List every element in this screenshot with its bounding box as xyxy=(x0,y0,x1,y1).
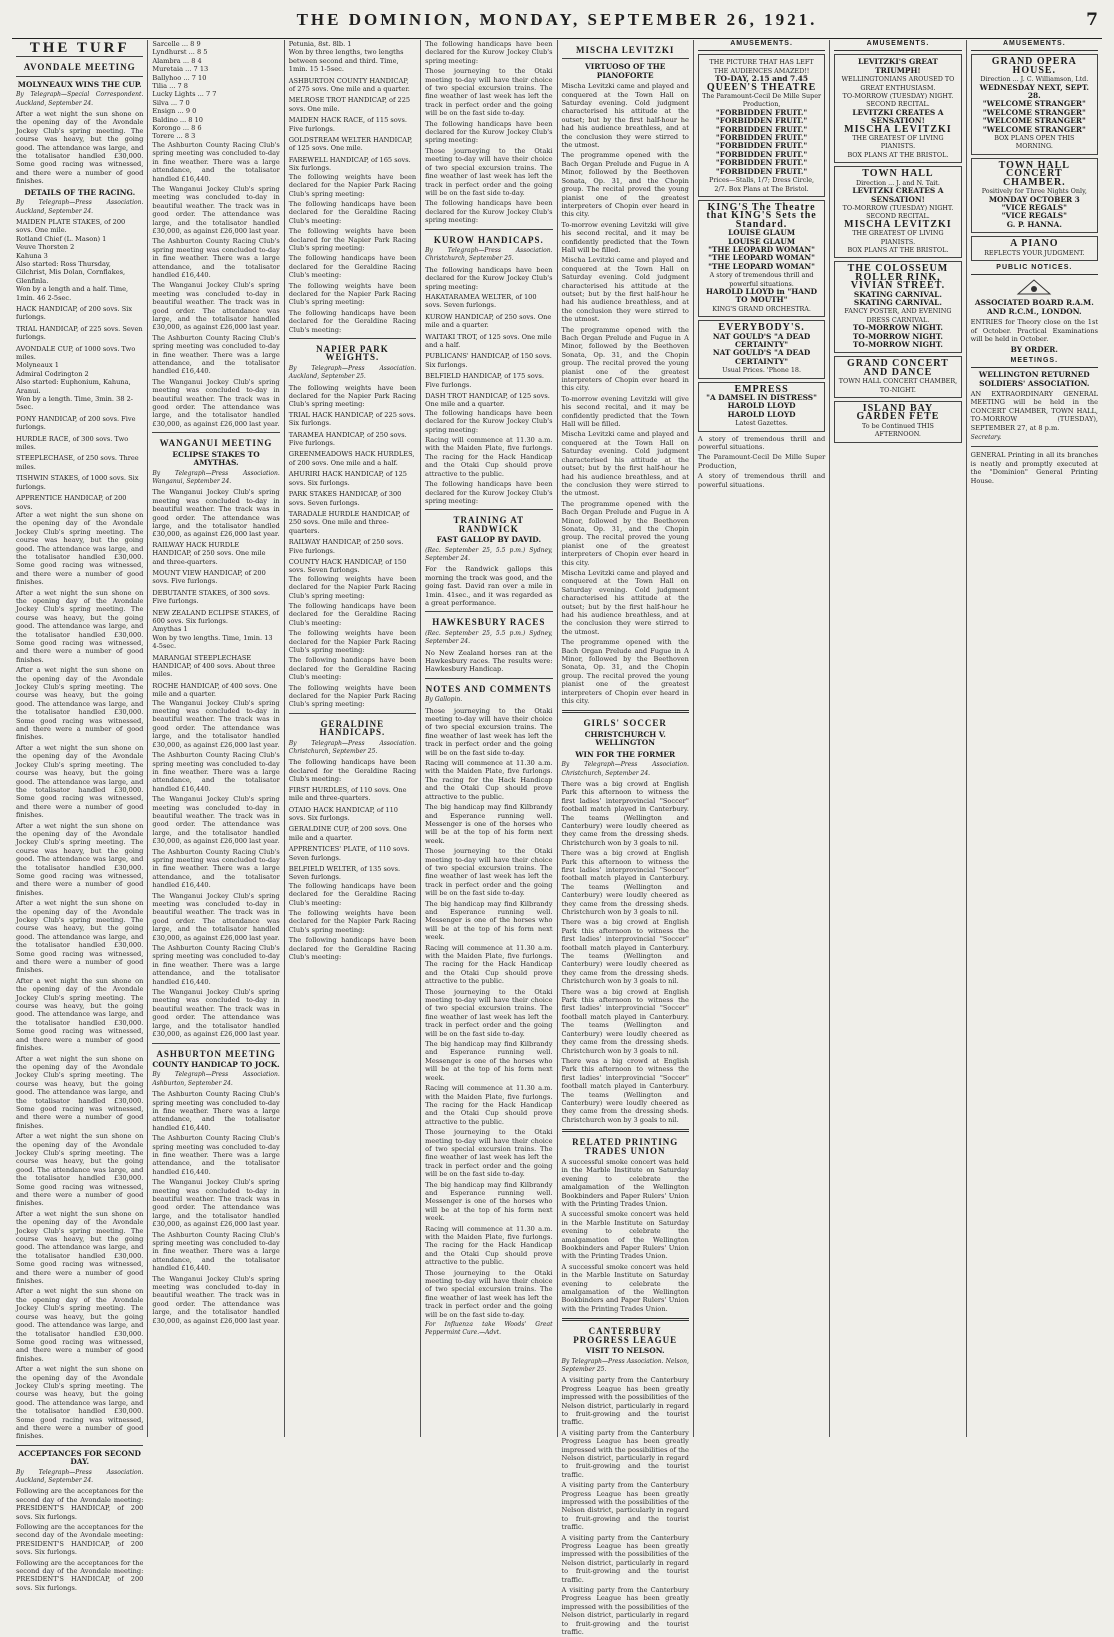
venue-name: THE COLOSSEUM ROLLER RINK, VIVIAN STREET. xyxy=(847,263,949,292)
result-line: TISHWIN STAKES, of 1000 sovs. Six furlongs. xyxy=(16,474,139,491)
newspaper-title: THE DOMINION, MONDAY, SEPTEMBER 26, 1921. xyxy=(296,10,818,29)
amusements-heading: AMUSEMENTS. xyxy=(698,40,825,51)
weight-line: Ensign ... 9 0 xyxy=(152,107,197,116)
article-body: A successful smoke concert was held in the Marble Institute on Saturday evening to celebrate the amalgamation of the Wellington Bookbinders and Paper Rulers' Union with the Printing Trades Union. xyxy=(561,1210,689,1261)
subhead-nelson: VISIT TO NELSON. xyxy=(585,1346,665,1356)
article-body: Following are the acceptances for the second day of the Avondale meeting: PRESIDENT'S HANDICAP, of 200 sovs. Six furlongs. xyxy=(16,1558,144,1592)
article-body: The following handicaps have been declared for the Geraldine Racing Club's meeting: xyxy=(288,656,417,682)
subhead-acceptances: ACCEPTANCES FOR SECOND DAY. xyxy=(18,1448,141,1467)
article-body: Those journeying to the Otaki meeting to-day will have their choice of two special excursion trains. The fine weather of last week has left the track in perfect order and the going will be on the fast side to-day. xyxy=(425,1268,553,1319)
weight-line: Silva ... 7 0 xyxy=(152,98,190,107)
article-body: There was a big crowd at English Park this afternoon to witness the first ladies' interprovincial "Soccer" football match played in Canterbury. The teams (Wellington and Canterbury) were loudly cheered as they came from the dressing sheds. Christchurch won by 3 goals to nil. xyxy=(561,849,689,916)
article-body: The following weights have been declared for the Napier Park Racing Club's spring meeting: xyxy=(288,574,417,600)
headline-geraldine: GERALDINE HANDICAPS. xyxy=(319,718,386,738)
article-body: The Wanganui Jockey Club's spring meeting was concluded to-day in beautiful weather. The track was in good order. The attendance was large, and the totalisator handled £30,000, as against £26,000 last year. xyxy=(152,1178,280,1229)
play-title: "WELCOME STRANGER" xyxy=(982,116,1086,126)
article-body: There was a big crowd at English Park this afternoon to witness the first ladies' interprovincial "Soccer" football match played in Canterbury. The teams (Wellington and Canterbury) were loudly cheered as they came from the dressing sheds. Christchurch won by 3 goals to nil. xyxy=(561,1056,689,1124)
article-body: To-morrow evening Levitzki will give his second recital, and it may be confidently predicted that the Town Hall will be filled. xyxy=(561,394,689,429)
result-line: Amythas 1 xyxy=(152,625,188,634)
article-body: A successful smoke concert was held in the Marble Institute on Saturday evening to celebrate the amalgamation of the Wellington Bookbinders and Paper Rulers' Union with the Printing Trades Union. xyxy=(561,1262,689,1313)
article-body: The following weights have been declared for the Napier Park Racing Club's spring meeting: xyxy=(288,227,417,252)
article-body: Those journeying to the Otaki meeting to-day will have their choice of two special excursion trains. The fine weather of last week has left the track in perfect order and the going will be on the fast side to-day. xyxy=(425,847,553,898)
article-body: The following handicaps have been declared for the Geraldine Racing Club's meeting: xyxy=(288,601,417,627)
weight-line: Korongo ... 8 6 xyxy=(152,124,202,133)
article-body: After a wet night the sun shone on the opening day of the Avondale Jockey Club's spring meeting. The course was heavy, but the going good. The attendance was large, and the totalisator handled £30,000. Some good racing was witnessed, and there were a number of good finishes. xyxy=(16,976,144,1053)
crest-icon xyxy=(1014,278,1054,296)
weight-line: Baldino ... 8 10 xyxy=(152,115,203,124)
play-title: "WELCOME STRANGER" xyxy=(982,99,1086,109)
byline: By Telegraph—Press Association. Ashburton, September 24. xyxy=(152,1071,280,1087)
result-line: BELFIELD HANDICAP, of 175 sovs. Five furlongs. xyxy=(425,372,544,389)
article-body: The Ashburton County Racing Club's spring meeting was concluded to-day in fine weather. There was a large attendance, and the totalisator handled £16,440. xyxy=(152,1090,280,1132)
headline-avondale: AVONDALE MEETING xyxy=(23,62,136,73)
article-body: No New Zealand horses ran at the Hawkesbury races. The results were: Hawkesbury Handicap. xyxy=(425,648,553,674)
advert-grand-concert: GRAND CONCERT AND DANCE TOWN HALL CONCERT CHAMBER, TO-NIGHT. xyxy=(834,356,961,398)
subhead-racing-details: DETAILS OF THE RACING. xyxy=(24,187,136,197)
article-body: The following handicaps have been declared for the Geraldine Racing Club's meeting: xyxy=(288,199,417,225)
film-title: "FORBIDDEN FRUIT." xyxy=(715,158,808,168)
article-body: After a wet night the sun shone on the opening day of the Avondale Jockey Club's spring meeting. The course was heavy, but the going good. The attendance was large, and the totalisator handled £30,000. Some good racing was witnessed, and there were a number of good finishes. xyxy=(16,666,144,742)
article-body: The following handicaps have been declared for the Kurow Jockey Club's spring meeting: xyxy=(425,408,553,434)
article-body: The programme opened with the Bach Organ Prelude and Fugue in A Minor, followed by the Beethoven Sonata, Op. 31, and the Chopin group. The recital proved the young pianist one of the greatest interpreters of Chopin ever heard in this city. xyxy=(561,499,689,567)
article-body: The following handicaps have been declared for the Kurow Jockey Club's spring meeting: xyxy=(425,40,553,65)
article-body: The following weights have been declared for the Napier Park Racing Club's spring meeting: xyxy=(288,908,417,934)
weight-line: Torere ... 8 3 xyxy=(152,132,196,141)
article-body: Racing will commence at 11.30 a.m. with the Maiden Plate, five furlongs. The racing for the Hack Handicap and the Otaki Cup should prove attractive to the public. xyxy=(425,1084,553,1126)
byline: (Rec. September 25, 5.5 p.m.) Sydney, September 24. xyxy=(425,629,553,646)
article-body: The following handicaps have been declared for the Geraldine Racing Club's meeting: xyxy=(288,881,417,907)
article-body: After a wet night the sun shone on the opening day of the Avondale Jockey Club's spring meeting. The course was heavy, but the going good. The attendance was large, and the totalisator handled £30,000. Some good racing was witnessed, and there were a number of good finishes. xyxy=(16,588,144,664)
article-body: The Ashburton County Racing Club's spring meeting was concluded to-day in fine weather. There was a large attendance, and the totalisator handled £16,440. xyxy=(152,751,280,793)
result-line: KUROW HANDICAP, of 250 sovs. One mile and a quarter. xyxy=(425,312,552,330)
article-body: The Wanganui Jockey Club's spring meeting was concluded to-day in beautiful weather. The track was in good order. The attendance was large, and the totalisator handled £30,000, as against £26,000 last year. xyxy=(152,488,280,539)
result-line: Won by two lengths. Time, 1min. 13 4-5sec. xyxy=(152,633,273,651)
show-title: "VICE REGALS" xyxy=(1001,202,1067,212)
advert-grand-opera-house: GRAND OPERA HOUSE. Direction ... J. C. Williamson, Ltd. WEDNESDAY NEXT, SEPT. 28. "WELCOME STRANGER" "WELCOME STRANGER" "WELCOME STRANGER" "WELCOME STRANGER" BOX PLANS OPEN THIS MORNING. xyxy=(971,54,1098,154)
section-title-turf: THE TURF xyxy=(29,40,130,56)
byline: By Telegraph—Press Association. Nelson, September 25. xyxy=(561,1357,689,1373)
result-line: AHURIRI HACK HANDICAP, of 125 sovs. Six furlongs. xyxy=(288,470,407,487)
article-body: The Wanganui Jockey Club's spring meeting was concluded to-day in beautiful weather. The track was in good order. The attendance was large, and the totalisator handled £30,000, as against £26,000 last year. xyxy=(152,184,280,235)
byline: By Telegraph—Special Correspondent. Auckland, September 24. xyxy=(16,91,144,107)
film-title: "FORBIDDEN FRUIT." xyxy=(715,124,808,134)
article-body: The Wanganui Jockey Club's spring meeting was concluded to-day in beautiful weather. The track was in good order. The attendance was large, and the totalisator handled £30,000, as against £26,000 last year. xyxy=(152,891,280,942)
notice-body: GENERAL Printing in all its branches is neatly and promptly executed at the "Dominion" General Printing House. xyxy=(970,451,1098,485)
advert-footer: For Influenza take Woods' Great Peppermint Cure.—Advt. xyxy=(425,1321,553,1337)
venue-name: GRAND CONCERT AND DANCE xyxy=(847,358,949,378)
play-title: "WELCOME STRANGER" xyxy=(982,107,1086,117)
article-body: After a wet night the sun shone on the opening day of the Avondale Jockey Club's spring meeting. The course was heavy, but the going good. The attendance was large, and the totalisator handled £30,000. Some good racing was witnessed, and there were a number of good finishes. xyxy=(16,821,144,897)
result-line: MAIDEN PLATE STAKES, of 200 sovs. One mile. xyxy=(16,217,126,235)
advert-island-bay: ISLAND BAY GARDEN FETE To be Continued THIS AFTERNOON. xyxy=(834,401,961,443)
byline: By Telegraph—Press Association. Christchurch, September 25. xyxy=(425,246,553,263)
article-body: The Ashburton County Racing Club's spring meeting was concluded to-day in fine weather. There was a large attendance, and the totalisator handled £16,440. xyxy=(152,1134,280,1176)
weight-line: Lyndhurst ... 8 5 xyxy=(152,48,208,57)
article-body: The following weights have been declared for the Napier Park Racing Club's spring meeting: xyxy=(288,281,417,307)
venue-name: GRAND OPERA HOUSE. xyxy=(991,56,1077,76)
headline-kurow: KUROW HANDICAPS. xyxy=(433,234,544,245)
divider xyxy=(16,76,143,77)
article-body: After a wet night the sun shone on the opening day of the Avondale Jockey Club's spring meeting. The course was heavy, but the going good. The attendance was large, and the totalisator handled £30,000. Some good racing was witnessed, and there were a number of good finishes. xyxy=(16,1365,144,1441)
result-line: STEEPLECHASE, of 250 sovs. Three miles. xyxy=(16,454,139,471)
headline-printing-trades: RELATED PRINTING TRADES UNION xyxy=(572,1137,679,1156)
result-line: ASHBURTON COUNTY HANDICAP, of 275 sovs. One mile and a quarter. xyxy=(288,76,410,94)
film-title: "FORBIDDEN FRUIT." xyxy=(715,166,808,176)
weight-line: Sarcelle ... 8 9 xyxy=(152,40,201,48)
article-body: The Wanganui Jockey Club's spring meeting was concluded to-day in beautiful weather. The track was in good order. The attendance was large, and the totalisator handled £30,000, as against £26,000 last year. xyxy=(152,281,280,332)
byline: By Gallopin. xyxy=(425,696,463,704)
article-body: Those journeying to the Otaki meeting to-day will have their choice of two special excursion trains. The fine weather of last week has left the track in perfect order and the going will be on the fast side to-day. xyxy=(425,1128,553,1179)
result-line: OTAIO HACK HANDICAP, of 110 sovs. Six furlongs. xyxy=(288,805,399,822)
film-title: "FORBIDDEN FRUIT." xyxy=(715,107,808,117)
result-line: Admiral Codrington 2 xyxy=(16,369,89,378)
article-body: The Wanganui Jockey Club's spring meeting was concluded to-day in beautiful weather. The track was in good order. The attendance was large, and the totalisator handled £30,000, as against £26,000 last year. xyxy=(152,988,280,1039)
article-body: To-morrow evening Levitzki will give his second recital, and it may be confidently predicted that the Town Hall will be filled. xyxy=(561,220,689,254)
race-results xyxy=(152,541,279,699)
headline-hawkesbury: HAWKESBURY RACES xyxy=(432,617,546,628)
result-line: Won by three lengths, two lengths between second and third. Time, 1min. 15 1-5sec. xyxy=(288,48,404,74)
article-body: A story of tremendous thrill and powerful situations. xyxy=(697,434,826,452)
headline-ashburton: ASHBURTON MEETING xyxy=(156,1048,276,1059)
headline-wanganui: WANGANUI MEETING xyxy=(159,438,273,449)
article-body: The Wanganui Jockey Club's spring meeting was concluded to-day in beautiful weather. The track was in good order. The attendance was large, and the totalisator handled £30,000, as against £26,000 last year. xyxy=(152,1274,280,1325)
byline: By Telegraph—Press Association. Auckland, September 25. xyxy=(288,364,417,381)
show-title: "VICE REGALS" xyxy=(1001,211,1067,221)
notice-body: AN EXTRAORDINARY GENERAL MEETING will be held in the CONCERT CHAMBER, TOWN HALL, TO-MORROW (TUESDAY), SEPTEMBER 27, at 8 p.m. xyxy=(970,390,1098,432)
article-body: Following are the acceptances for the second day of the Avondale meeting: PRESIDENT'S HANDICAP, of 200 sovs. Six furlongs. xyxy=(16,1487,144,1521)
article-body: The programme opened with the Bach Organ Prelude and Fugue in A Minor, followed by the Beethoven Sonata, Op. 31, and the Chopin group. The recital proved the young pianist one of the greatest interpreters of Chopin ever heard in this city. xyxy=(561,151,689,219)
result-line: MARANGAI STEEPLECHASE HANDICAP, of 400 sovs. About three miles. xyxy=(152,653,276,679)
result-line: HAKATARAMEA WELTER, of 100 sovs. Seven furlongs. xyxy=(425,292,537,310)
result-line: PARK STAKES HANDICAP, of 300 sovs. Seven furlongs. xyxy=(288,490,402,507)
meetings-heading: MEETINGS. xyxy=(971,357,1098,368)
article-body: After a wet night the sun shone on the opening day of the Avondale Jockey Club's spring meeting. The course was heavy, but the going good. The attendance was large, and the totalisator handled £30,000. Some good racing was witnessed, and there were a number of good finishes. xyxy=(16,1054,144,1130)
weights-list xyxy=(152,40,279,141)
article-body: The following handicaps have been declared for the Kurow Jockey Club's spring meeting: xyxy=(425,199,553,225)
film-title: "THE LEOPARD WOMAN" xyxy=(708,261,816,271)
article-body: The following handicaps have been declared for the Kurow Jockey Club's spring meeting: xyxy=(425,480,553,505)
result-line: Rotland Chief (L. Mason) 1 xyxy=(16,234,107,243)
article-body: After a wet night the sun shone on the opening day of the Avondale Jockey Club's spring meeting. The course was heavy, but the going good. The attendance was large, and the totalisator handled £30,000. Some good racing was witnessed, and there were a number of good finishes. xyxy=(16,1287,144,1363)
article-body: A visiting party from the Canterbury Progress League has been greatly impressed with the possibilities of the Nelson district, particularly in regard to fruit-growing and the tourist traffic. xyxy=(561,1428,689,1479)
article-body: The Wanganui Jockey Club's spring meeting was concluded to-day in beautiful weather. The track was in good order. The attendance was large, and the totalisator handled £30,000, as against £26,000 last year. xyxy=(152,377,280,428)
result-line: APPRENTICES' PLATE, of 110 sovs. Seven furlongs. xyxy=(288,845,410,862)
result-line: Won by a length and a half. Time, 1min. 46 2-5sec. xyxy=(16,285,129,302)
notice-signature: Secretary. xyxy=(970,434,1002,442)
article-body: Those journeying to the Otaki meeting to-day will have their choice of two special excursion trains. The fine weather of last week has left the track in perfect order and the going will be on the fast side to-day. xyxy=(425,987,553,1038)
article-body: The Ashburton County Racing Club's spring meeting was concluded to-day in fine weather. There was a large attendance, and the totalisator handled £16,440. xyxy=(152,333,280,376)
article-body: The programme opened with the Bach Organ Prelude and Fugue in A Minor, followed by the Beethoven Sonata, Op. 31, and the Chopin group. The recital proved the young pianist one of the greatest interpreters of Chopin ever heard in this city. xyxy=(561,325,689,393)
article-body: The Ashburton County Racing Club's spring meeting was concluded to-day in fine weather. There was a large attendance, and the totalisator handled £16,440. xyxy=(152,140,280,183)
column-5 xyxy=(558,40,694,1637)
venue-name: ISLAND BAY GARDEN FETE xyxy=(856,403,940,423)
article-body: The following handicaps have been declared for the Geraldine Racing Club's meeting: xyxy=(288,936,417,961)
article-body: The big handicap may find Kilbrandy and Esperance running well. Messenger is one of the horses who will be at the top of his form next week. xyxy=(425,1180,553,1223)
article-body: The Ashburton County Racing Club's spring meeting was concluded to-day in fine weather. There was a large attendance, and the totalisator handled £16,440. xyxy=(152,237,280,279)
weight-line: Tilia ... 7 8 xyxy=(152,82,188,91)
venue-name: QUEEN'S THEATRE xyxy=(706,81,817,93)
result-line: COUNTY HACK HANDICAP, of 150 sovs. Seven furlongs. xyxy=(288,557,407,575)
subhead-eclipse: ECLIPSE STAKES TO AMYTHAS. xyxy=(172,449,260,468)
result-line: Also started: Euphonium, Kahuna, Aranui. xyxy=(16,378,131,395)
article-body: After a wet night the sun shone on the opening day of the Avondale Jockey Club's spring meeting. The course was heavy, but the going good. The attendance was large, and the totalisator handled £30,000. Some good racing was witnessed, and there were a number of good finishes. xyxy=(16,110,144,186)
film-title: NAT GOULD'S "A DEAD CERTAINTY" xyxy=(712,331,811,349)
result-line: HURDLE RACE, of 300 sovs. Two miles. xyxy=(16,434,129,452)
film-title: "THE LEOPARD WOMAN" xyxy=(708,244,816,254)
column-1 xyxy=(12,40,148,1592)
venue-name: EMPRESS xyxy=(734,383,789,395)
column-7 xyxy=(830,40,966,1437)
article-body: For the Randwick gallops this morning the track was good, and the going fast. David ran over a mile in 1min. 41sec., and it was regarded as a great performance. xyxy=(425,565,553,607)
article-body: Racing will commence at 11.30 a.m. with the Maiden Plate, five furlongs. The racing for the Hack Handicap and the Otaki Cup should prove attractive to the public. xyxy=(425,759,553,801)
result-line: TRIAL HANDICAP, of 225 sovs. Seven furlongs. xyxy=(16,324,143,342)
article-body: After a wet night the sun shone on the opening day of the Avondale Jockey Club's spring meeting. The course was heavy, but the going good. The attendance was large, and the totalisator handled £30,000. Some good racing was witnessed, and there were a number of good finishes. xyxy=(16,510,144,587)
subhead-christchurch: CHRISTCHURCH V. WELLINGTON xyxy=(584,729,666,748)
result-line: RAILWAY HANDICAP, of 250 sovs. Five furlongs. xyxy=(288,538,404,555)
byline: By Telegraph—Press Association. Auckland, September 24. xyxy=(16,1468,144,1484)
article-body: There was a big crowd at English Park this afternoon to witness the first ladies' interprovincial "Soccer" football match played in Canterbury. The teams (Wellington and Canterbury) were loudly cheered as they came from the dressing sheds. Christchurch won by 3 goals to nil. xyxy=(561,779,689,847)
article-body: Racing will commence at 11.30 a.m. with the Maiden Plate, five furlongs. The racing for the Hack Handicap and the Otaki Cup should prove attractive to the public. xyxy=(425,1224,553,1267)
article-body: The following weights have been declared for the Napier Park Racing Club's spring meeting: xyxy=(288,683,417,709)
result-line: MELROSE TROT HANDICAP, of 225 sovs. One mile. xyxy=(288,96,411,113)
result-line: Won by a length. Time, 3min. 38 2-5sec. xyxy=(16,395,134,412)
article-body: A visiting party from the Canterbury Progress League has been greatly impressed with the possibilities of the Nelson district, particularly in regard to fruit-growing and the tourist traffic. xyxy=(561,1533,689,1584)
result-line: HACK HANDICAP, of 200 sovs. Six furlongs. xyxy=(16,304,133,322)
result-line: Veuve Thorsten 2 xyxy=(16,243,75,252)
advert-town-hall: TOWN HALL Direction ... J. and N. Tait. LEVITZKI CREATES A SENSATION! TO-MORROW (TUESDAY) NIGHT. SECOND RECITAL. MISCHA LEVITZKI THE GREATEST OF LIVING PIANISTS. BOX PLANS AT THE BRISTOL. xyxy=(834,166,961,258)
subhead-win: WIN FOR THE FORMER xyxy=(575,749,676,759)
article-body: After a wet night the sun shone on the opening day of the Avondale Jockey Club's spring meeting. The course was heavy, but the going good. The attendance was large, and the totalisator handled £30,000. Some good racing was witnessed, and there were a number of good finishes. xyxy=(16,899,144,975)
article-body: The Wanganui Jockey Club's spring meeting was concluded to-day in beautiful weather. The track was in good order. The attendance was large, and the totalisator handled £30,000, as against £26,000 last year. xyxy=(152,795,280,846)
race-results xyxy=(16,218,143,511)
article-body: A story of tremendous thrill and powerful situations. xyxy=(697,472,826,489)
film-title: "A DAMSEL IN DISTRESS" xyxy=(706,393,817,403)
byline: By Telegraph—Press Association. Wanganui, September 24. xyxy=(152,469,280,485)
advert-everybodys: EVERYBODY'S. NAT GOULD'S "A DEAD CERTAINTY" NAT GOULD'S "A DEAD CERTAINTY" Usual Prices. 'Phone 18. xyxy=(698,320,825,378)
columns xyxy=(12,40,1102,1637)
article-body: Following are the acceptances for the second day of the Avondale meeting: PRESIDENT'S HANDICAP, of 200 sovs. Six furlongs. xyxy=(16,1523,144,1557)
result-line: APPRENTICE HANDICAP, of 200 sovs. xyxy=(16,494,127,511)
article-body: Those journeying to the Otaki meeting to-day will have their choice of two special excursion trains. The fine weather of last week has left the track in perfect order and the going will be on the fast side to-day. xyxy=(425,706,553,757)
article-body: The following handicaps have been declared for the Kurow Jockey Club's spring meeting: xyxy=(425,119,553,145)
film-title: "FORBIDDEN FRUIT." xyxy=(715,141,808,151)
play-title: "WELCOME STRANGER" xyxy=(982,124,1086,134)
notice-title: WELLINGTON RETURNED SOLDIERS' ASSOCIATION. xyxy=(978,370,1090,388)
film-title: "FORBIDDEN FRUIT." xyxy=(715,149,808,159)
article-body: The following weights have been declared for the Napier Park Racing Club's spring meeting: xyxy=(288,172,417,198)
weights-list xyxy=(289,411,416,575)
article-body: The following handicaps have been declared for the Geraldine Racing Club's meeting: xyxy=(288,308,417,334)
result-line: FAREWELL HANDICAP, of 165 sovs. Six furlongs. xyxy=(288,155,411,173)
column-3 xyxy=(285,40,421,1437)
result-line: MOUNT VIEW HANDICAP, of 200 sovs. Five furlongs. xyxy=(152,568,266,586)
article-body: Mischa Levitzki came and played and conquered at the Town Hall on Saturday evening. Cold judgment characterised his attitude at the outset; but by the first half-hour he had his audience breathless, and at the conclusion they were stirred to the utmost. xyxy=(561,430,689,498)
amusements-heading: AMUSEMENTS. xyxy=(971,40,1098,51)
result-line: RAILWAY HACK HURDLE HANDICAP, of 250 sovs. One mile and three-quarters. xyxy=(152,540,266,566)
advert-queens-theatre: THE PICTURE THAT HAS LEFT THE AUDIENCES AMAZED!! TO-DAY, 2.15 and 7.45 QUEEN'S THEATRE The Paramount-Cecil De Mille Super Production, "FORBIDDEN FRUIT." "FORBIDDEN FRUIT." "FORBIDDEN FRUIT." "FORBIDDEN FRUIT." "FORBIDDEN FRUIT." "FORBIDDEN FRUIT." "FORBIDDEN FRUIT." "FORBIDDEN FRUIT." Prices—Stalls, 1/7; Dress Circle, 2/7. Box Plans at The Bristol. xyxy=(698,54,825,197)
column-4 xyxy=(421,40,557,1437)
article-body: Mischa Levitzki came and played and conquered at the Town Hall on Saturday evening. Cold judgment characterised his attitude at the outset; but by the first half-hour he had his audience breathless, and at the conclusion they were stirred to the utmost. xyxy=(561,568,689,636)
divider xyxy=(16,56,143,57)
notice-title: ASSOCIATED BOARD R.A.M. AND R.C.M., LONDON. xyxy=(974,298,1094,316)
advert-concert-chamber: TOWN HALL CONCERT CHAMBER. Positively for Three Nights Only, MONDAY OCTOBER 3 "VICE REGALS" "VICE REGALS" G. P. HANNA. xyxy=(971,158,1098,233)
article-body: Mischa Levitzki came and played and conquered at the Town Hall on Saturday evening. Cold judgment characterised his attitude at the outset; but by the first half-hour he had his audience breathless, and at the conclusion they were stirred to the utmost. xyxy=(561,256,689,324)
weights-list xyxy=(289,786,416,882)
column-6 xyxy=(694,40,830,1437)
article-body: After a wet night the sun shone on the opening day of the Avondale Jockey Club's spring meeting. The course was heavy, but the going good. The attendance was large, and the totalisator handled £30,000. Some good racing was witnessed, and there were a number of good finishes. xyxy=(16,1209,144,1286)
result-line: MAIDEN HACK RACE, of 115 sovs. Five furlongs. xyxy=(288,116,407,133)
byline: By Telegraph—Press Association. Christchurch, September 24. xyxy=(561,761,689,777)
article-body: A successful smoke concert was held in the Marble Institute on Saturday evening to celebrate the amalgamation of the Wellington Bookbinders and Paper Rulers' Union with the Printing Trades Union. xyxy=(561,1157,689,1208)
article-body: The Wanganui Jockey Club's spring meeting was concluded to-day in beautiful weather. The track was in good order. The attendance was large, and the totalisator handled £30,000, as against £26,000 last year. xyxy=(152,698,280,749)
headline-notes: NOTES AND COMMENTS xyxy=(425,683,552,694)
film-title: NAT GOULD'S "A DEAD CERTAINTY" xyxy=(712,348,811,366)
headline-randwick: TRAINING AT RANDWICK xyxy=(453,515,525,534)
result-line: GREENMEADOWS HACK HURDLES, of 200 sovs. One mile and a half. xyxy=(288,450,415,467)
advert-colosseum: THE COLOSSEUM ROLLER RINK, VIVIAN STREET. SKATING CARNIVAL. SKATING CARNIVAL. FANCY POSTER, AND EVENING DRESS CARNIVAL. TO-MORROW NIGHT. TO-MORROW NIGHT. TO-MORROW NIGHT. xyxy=(834,261,961,353)
result-line: TRIAL HACK HANDICAP, of 225 sovs. Six furlongs. xyxy=(288,410,416,428)
byline: By Telegraph—Press Association. Auckland, September 24. xyxy=(16,199,144,215)
article-body: The big handicap may find Kilbrandy and Esperance running well. Messenger is one of the horses who will be at the top of his form next week. xyxy=(425,899,553,942)
film-title: "FORBIDDEN FRUIT." xyxy=(715,116,808,126)
headline-levitzki: MISCHA LEVITZKI xyxy=(576,45,675,55)
advert-kings-theatre: KING'S The Theatre that KING'S Sets the Standard. LOUISE GLAUM LOUISE GLAUM "THE LEOPARD WOMAN" "THE LEOPARD WOMAN" "THE LEOPARD WOMAN" A story of tremendous thrill and powerful situations. HAROLD LLOYD in "HAND TO MOUTH" KING'S GRAND ORCHESTRA. xyxy=(698,200,825,317)
result-line: Also started: Ross Thursday, Gilchrist, Mis Dolan, Cornflakes, Glenfinla. xyxy=(16,259,126,285)
byline: (Rec. September 25, 5.5 p.m.) Sydney, September 24. xyxy=(425,546,553,562)
result-line: GOLDSTREAM WELTER HANDICAP, of 125 sovs. One mile. xyxy=(288,136,413,153)
column-2 xyxy=(148,40,284,1437)
article-body: The following weights have been declared for the Napier Park Racing Club's spring meeting: xyxy=(288,383,417,409)
article-body: There was a big crowd at English Park this afternoon to witness the first ladies' interprovincial "Soccer" football match played in Canterbury. The teams (Wellington and Canterbury) were loudly cheered as they came from the dressing sheds. Christchurch won by 3 goals to nil. xyxy=(561,918,689,986)
column-8 xyxy=(967,40,1102,1437)
article-body: The following handicaps have been declared for the Kurow Jockey Club's spring meeting: xyxy=(425,265,553,291)
result-line: Kahuna 3 xyxy=(16,251,48,260)
article-body: Racing will commence at 11.30 a.m. with the Maiden Plate, five furlongs. The racing for the Hack Handicap and the Otaki Cup should prove attractive to the public. xyxy=(425,436,553,478)
performer-name: MISCHA LEVITZKI xyxy=(844,123,952,135)
film-title: "THE LEOPARD WOMAN" xyxy=(708,253,816,263)
article-body: The Ashburton County Racing Club's spring meeting was concluded to-day in fine weather. There was a large attendance, and the totalisator handled £16,440. xyxy=(152,1230,280,1273)
result-line: BELFIELD WELTER, of 135 sovs. Seven furlongs. xyxy=(288,864,401,882)
article-body: The big handicap may find Kilbrandy and Esperance running well. Messenger is one of the horses who will be at the top of his form next week. xyxy=(425,1040,553,1082)
headline-girls-soccer: GIRLS' SOCCER xyxy=(583,718,667,729)
result-line: Petunia, 8st. 8lb. 1 xyxy=(288,40,352,48)
result-line: ROCHE HANDICAP, of 400 sovs. One mile and a quarter. xyxy=(152,681,278,699)
result-line: GERALDINE CUP, of 200 sovs. One mile and a quarter. xyxy=(288,825,407,842)
result-line: TARADALE HURDLE HANDICAP, of 250 sovs. One mile and three-quarters. xyxy=(288,509,410,535)
article-body: After a wet night the sun shone on the opening day of the Avondale Jockey Club's spring meeting. The course was heavy, but the going good. The attendance was large, and the totalisator handled £30,000. Some good racing was witnessed, and there were a number of good finishes. xyxy=(16,743,144,820)
result-line: Molyneaux 1 xyxy=(16,361,59,370)
weight-line: Alambra ... 8 4 xyxy=(152,56,202,65)
public-notices-heading: PUBLIC NOTICES. xyxy=(971,264,1098,275)
article-body: The Paramount-Cecil De Mille Super Production, xyxy=(697,453,826,470)
article-body: The Ashburton County Racing Club's spring meeting was concluded to-day in fine weather. There was a large attendance, and the totalisator handled £16,440. xyxy=(152,847,280,890)
venue-name: A PIANO xyxy=(1010,238,1059,250)
article-body: The programme opened with the Bach Organ Prelude and Fugue in A Minor, followed by the Beethoven Sonata, Op. 31, and the Chopin group. The recital proved the young pianist one of the greatest interpreters of Chopin ever heard in this city. xyxy=(561,638,689,706)
article-body: The Ashburton County Racing Club's spring meeting was concluded to-day in fine weather. There was a large attendance, and the totalisator handled £16,440. xyxy=(152,944,280,986)
venue-name: EVERYBODY'S. xyxy=(718,322,805,334)
article-body: A visiting party from the Canterbury Progress League has been greatly impressed with the possibilities of the Nelson district, particularly in regard to fruit-growing and the tourist traffic. xyxy=(561,1481,689,1532)
venue-name: TOWN HALL xyxy=(862,168,934,180)
amusements-heading: AMUSEMENTS. xyxy=(834,40,961,51)
advert-levitzki: LEVITZKI'S GREAT TRIUMPH! WELLINGTONIANS AROUSED TO GREAT ENTHUSIASM. TO-MORROW (TUESDAY) NIGHT. SECOND RECITAL. LEVITZKI CREATES A SENSATION! MISCHA LEVITZKI THE GREATEST OF LIVING PIANISTS. BOX PLANS AT THE BRISTOL. xyxy=(834,54,961,163)
article-body: There was a big crowd at English Park this afternoon to witness the first ladies' interprovincial "Soccer" football match played in Canterbury. The teams (Wellington and Canterbury) were loudly cheered as they came from the dressing sheds. Christchurch won by 3 goals to nil. xyxy=(561,987,689,1055)
weight-line: Ballyhoo ... 7 10 xyxy=(152,73,207,82)
result-line: TARAMEA HANDICAP, of 250 sovs. Five furlongs. xyxy=(288,430,407,448)
result-line: WAITAKI TROT, of 125 sovs. One mile and a half. xyxy=(425,332,552,349)
result-line: DEBUTANTE STAKES, of 300 sovs. Five furlongs. xyxy=(152,588,271,606)
result-line: DASH TROT HANDICAP, of 125 sovs. One mile and a quarter. xyxy=(425,392,550,409)
weight-line: Lucky Lights ... 7 7 xyxy=(152,90,217,99)
advert-piano: A PIANO REFLECTS YOUR JUDGMENT. xyxy=(971,236,1098,261)
article-body: Mischa Levitzki came and played and conquered at the Town Hall on Saturday evening. Cold judgment characterised his attitude at the outset; but by the first half-hour he had his audience breathless, and at the conclusion they were stirred to the utmost. xyxy=(561,82,689,150)
article-body: Racing will commence at 11.30 a.m. with the Maiden Plate, five furlongs. The racing for the Hack Handicap and the Otaki Cup should prove attractive to the public. xyxy=(425,943,553,986)
performer-name: MISCHA LEVITZKI xyxy=(844,218,952,230)
subhead-molyneaux: MOLYNEAUX WINS THE CUP. xyxy=(17,79,142,89)
headline-canterbury: CANTERBURY PROGRESS LEAGUE xyxy=(573,1326,678,1345)
article-body: Those journeying to the Otaki meeting to-day will have their choice of two special excursion trains. The fine weather of last week has left the track in perfect order and the going will be on the fast side to-day. xyxy=(425,146,553,197)
weights-list xyxy=(425,293,552,409)
notice-body: ENTRIES for Theory close on the 1st of October. Practical Examinations will be held in October. xyxy=(970,318,1098,343)
result-line: NEW ZEALAND ECLIPSE STAKES, of 600 sovs. Six furlongs. xyxy=(152,608,279,625)
venue-name: KING'S The Theatre that KING'S Sets the Standard. xyxy=(706,201,817,230)
article-body: The following handicaps have been declared for the Geraldine Racing Club's meeting: xyxy=(288,254,417,280)
byline: By Telegraph—Press Association. Christchurch, September 25. xyxy=(288,739,417,756)
result-line: PONY HANDICAP, of 200 sovs. Five furlongs. xyxy=(16,414,136,432)
weight-line: Muretaia ... 7 13 xyxy=(152,65,209,74)
subhead-gallop: FAST GALLOP BY DAVID. xyxy=(436,535,542,545)
subhead-county: COUNTY HANDICAP TO JOCK. xyxy=(152,1059,280,1069)
subhead-virtuoso: VIRTUOSO OF THE PIANOFORTE xyxy=(585,62,666,80)
notice-signature: BY ORDER. xyxy=(1010,345,1058,355)
film-title: "FORBIDDEN FRUIT." xyxy=(715,133,808,143)
page-number: 7 xyxy=(1086,10,1098,30)
article-body: Those journeying to the Otaki meeting to-day will have their choice of two special excursion trains. The fine weather of last week has left the track in perfect order and the going will be on the fast side to-day. xyxy=(425,67,553,118)
venue-name: TOWN HALL CONCERT CHAMBER. xyxy=(998,159,1070,188)
advert-empress: EMPRESS "A DAMSEL IN DISTRESS" HAROLD LLOYD HAROLD LLOYD Latest Gazettes. xyxy=(698,382,825,432)
headline-napier: NAPIER PARK WEIGHTS. xyxy=(316,344,389,363)
article-body: A visiting party from the Canterbury Progress League has been greatly impressed with the possibilities of the Nelson district, particularly in regard to fruit-growing and the tourist traffic. xyxy=(561,1586,689,1637)
article-body: The big handicap may find Kilbrandy and Esperance running well. Messenger is one of the horses who will be at the top of his form next week. xyxy=(425,803,553,845)
article-body: The following weights have been declared for the Napier Park Racing Club's spring meeting: xyxy=(288,629,417,654)
result-line: AVONDALE CUP, of 1000 sovs. Two miles. xyxy=(16,344,136,361)
result-line: FIRST HURDLES, of 110 sovs. One mile and three-quarters. xyxy=(288,785,407,803)
masthead xyxy=(12,8,1102,39)
result-line: PUBLICANS' HANDICAP, of 150 sovs. Six furlongs. xyxy=(425,352,552,369)
article-body: After a wet night the sun shone on the opening day of the Avondale Jockey Club's spring meeting. The course was heavy, but the going good. The attendance was large, and the totalisator handled £30,000. Some good racing was witnessed, and there were a number of good finishes. xyxy=(16,1132,144,1208)
race-results xyxy=(289,40,416,173)
article-body: The following handicaps have been declared for the Geraldine Racing Club's meeting: xyxy=(288,758,417,784)
article-body: A visiting party from the Canterbury Progress League has been greatly impressed with the possibilities of the Nelson district, particularly in regard to fruit-growing and the tourist traffic. xyxy=(561,1376,689,1427)
